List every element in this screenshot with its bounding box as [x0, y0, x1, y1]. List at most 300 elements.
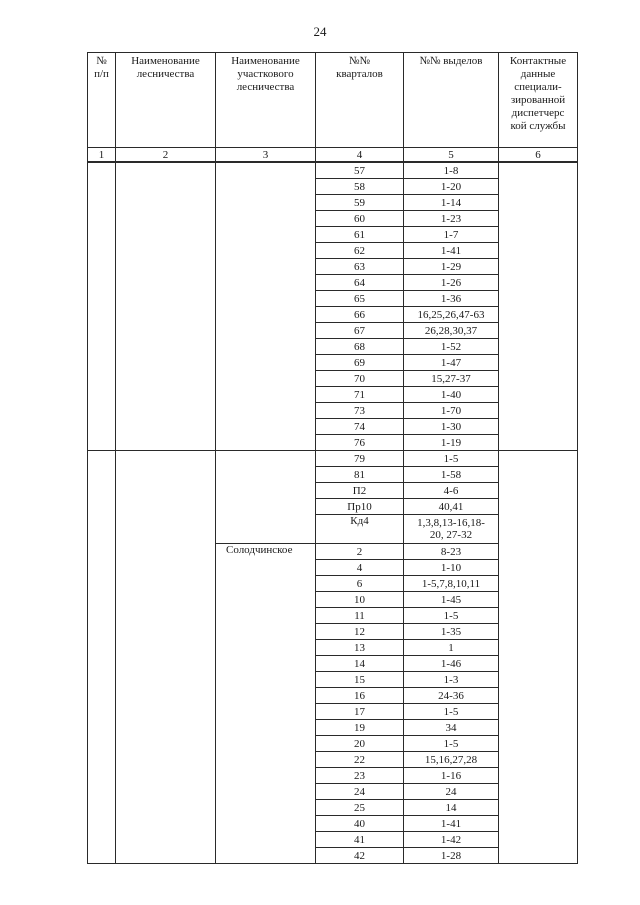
- cell-quarter: 2: [316, 544, 404, 560]
- table-row: [88, 800, 578, 816]
- cell-quarter: 42: [316, 848, 404, 864]
- column-number-row: [88, 148, 578, 163]
- cell-number: [88, 243, 116, 259]
- cell-district-forestry: [216, 515, 316, 544]
- cell-contacts: [499, 816, 578, 832]
- cell-district-forestry: [216, 560, 316, 576]
- cell-number: [88, 608, 116, 624]
- cell-sections: 34: [404, 720, 499, 736]
- cell-sections: 1-45: [404, 592, 499, 608]
- cell-contacts: [499, 640, 578, 656]
- cell-contacts: [499, 307, 578, 323]
- cell-contacts: [499, 403, 578, 419]
- cell-contacts: [499, 704, 578, 720]
- cell-quarter: 70: [316, 371, 404, 387]
- cell-contacts: [499, 592, 578, 608]
- header-district-forestry: [216, 53, 316, 148]
- cell-contacts: [499, 211, 578, 227]
- cell-contacts: [499, 499, 578, 515]
- cell-sections: 1-35: [404, 624, 499, 640]
- cell-number: [88, 179, 116, 195]
- cell-number: [88, 307, 116, 323]
- cell-contacts: [499, 355, 578, 371]
- cell-quarter: 63: [316, 259, 404, 275]
- cell-forestry: [116, 435, 216, 451]
- header-text-line: зированной: [510, 94, 566, 106]
- cell-number: [88, 162, 116, 179]
- cell-forestry: [116, 291, 216, 307]
- cell-contacts: [499, 371, 578, 387]
- cell-forestry: [116, 259, 216, 275]
- cell-quarter: 20: [316, 736, 404, 752]
- cell-quarter: 13: [316, 640, 404, 656]
- table-row: [88, 259, 578, 275]
- cell-forestry: [116, 403, 216, 419]
- cell-quarter: 76: [316, 435, 404, 451]
- cell-sections: 1-30: [404, 419, 499, 435]
- cell-number: [88, 419, 116, 435]
- cell-quarter: 79: [316, 451, 404, 467]
- cell-forestry: [116, 323, 216, 339]
- cell-number: [88, 768, 116, 784]
- cell-quarter: 6: [316, 576, 404, 592]
- table-row: [88, 419, 578, 435]
- cell-district-forestry: [216, 243, 316, 259]
- table-row: [88, 816, 578, 832]
- header-text-line: №: [96, 55, 107, 67]
- cell-district-forestry: [216, 179, 316, 195]
- cell-sections: 1-5,7,8,10,11: [404, 576, 499, 592]
- table-row: [88, 592, 578, 608]
- cell-forestry: [116, 195, 216, 211]
- cell-district-forestry: [216, 656, 316, 672]
- cell-contacts: [499, 800, 578, 816]
- cell-number: [88, 371, 116, 387]
- table-row: [88, 339, 578, 355]
- cell-forestry: [116, 451, 216, 467]
- cell-district-forestry: [216, 768, 316, 784]
- cell-sections: 1-46: [404, 656, 499, 672]
- cell-quarter: 59: [316, 195, 404, 211]
- cell-sections: 1-5: [404, 736, 499, 752]
- cell-number: [88, 736, 116, 752]
- column-number-2: 2: [116, 148, 216, 163]
- cell-number: [88, 195, 116, 211]
- cell-contacts: [499, 323, 578, 339]
- cell-contacts: [499, 576, 578, 592]
- cell-number: [88, 720, 116, 736]
- cell-number: [88, 816, 116, 832]
- table-row: [88, 355, 578, 371]
- cell-contacts: [499, 387, 578, 403]
- cell-sections: 1-7: [404, 227, 499, 243]
- header-quarters: [316, 53, 404, 148]
- cell-quarter: 73: [316, 403, 404, 419]
- cell-district-forestry: [216, 307, 316, 323]
- cell-forestry: [116, 656, 216, 672]
- header-text-line: кой службы: [510, 120, 566, 132]
- cell-contacts: [499, 624, 578, 640]
- cell-district-forestry: [216, 688, 316, 704]
- cell-quarter: 64: [316, 275, 404, 291]
- cell-forestry: [116, 592, 216, 608]
- cell-number: [88, 576, 116, 592]
- cell-contacts: [499, 515, 578, 544]
- table-row: [88, 720, 578, 736]
- cell-quarter: 10: [316, 592, 404, 608]
- cell-district-forestry: [216, 848, 316, 864]
- table-row: [88, 387, 578, 403]
- table-row: [88, 483, 578, 499]
- cell-district-forestry: [216, 800, 316, 816]
- header-number: [88, 53, 116, 148]
- header-text-line: диспетчерс: [511, 107, 565, 119]
- header-text-line: лесничества: [136, 68, 195, 80]
- cell-quarter: 22: [316, 752, 404, 768]
- cell-contacts: [499, 451, 578, 467]
- table-row: [88, 704, 578, 720]
- cell-forestry: [116, 576, 216, 592]
- cell-quarter: 57: [316, 162, 404, 179]
- cell-number: [88, 211, 116, 227]
- cell-contacts: [499, 243, 578, 259]
- cell-contacts: [499, 179, 578, 195]
- cell-sections: 1-42: [404, 832, 499, 848]
- cell-district-forestry: [216, 162, 316, 179]
- cell-forestry: [116, 640, 216, 656]
- cell-contacts: [499, 195, 578, 211]
- cell-contacts: [499, 467, 578, 483]
- cell-sections: 1-3: [404, 672, 499, 688]
- table-row: [88, 227, 578, 243]
- cell-sections: 1-28: [404, 848, 499, 864]
- cell-district-forestry: [216, 592, 316, 608]
- cell-number: [88, 752, 116, 768]
- cell-contacts: [499, 784, 578, 800]
- cell-district-forestry: [216, 672, 316, 688]
- cell-forestry: [116, 736, 216, 752]
- cell-district-forestry: [216, 499, 316, 515]
- cell-quarter: 4: [316, 560, 404, 576]
- cell-quarter: 68: [316, 339, 404, 355]
- cell-number: [88, 387, 116, 403]
- cell-sections: 1-8: [404, 162, 499, 179]
- cell-forestry: [116, 371, 216, 387]
- cell-forestry: [116, 515, 216, 544]
- header-forestry: [116, 53, 216, 148]
- cell-quarter: 62: [316, 243, 404, 259]
- cell-district-forestry: [216, 832, 316, 848]
- cell-district-forestry: [216, 576, 316, 592]
- cell-contacts: [499, 752, 578, 768]
- header-text-line: данные: [520, 68, 556, 80]
- table-row: [88, 403, 578, 419]
- cell-sections: 1-41: [404, 243, 499, 259]
- cell-quarter: 69: [316, 355, 404, 371]
- header-text-line: лесничества: [236, 81, 295, 93]
- cell-contacts: [499, 275, 578, 291]
- cell-sections: 1-19: [404, 435, 499, 451]
- cell-sections: 1-20: [404, 179, 499, 195]
- cell-quarter: 19: [316, 720, 404, 736]
- cell-forestry: [116, 800, 216, 816]
- table-row: [88, 499, 578, 515]
- table-row: [88, 435, 578, 451]
- table-row: [88, 560, 578, 576]
- cell-district-forestry: [216, 720, 316, 736]
- cell-district-forestry: [216, 387, 316, 403]
- cell-forestry: [116, 848, 216, 864]
- cell-quarter: 23: [316, 768, 404, 784]
- cell-sections: 1: [404, 640, 499, 656]
- cell-number: [88, 227, 116, 243]
- table-row: [88, 467, 578, 483]
- cell-sections: 1-14: [404, 195, 499, 211]
- header-text-line: №№: [349, 55, 370, 67]
- cell-sections: 24-36: [404, 688, 499, 704]
- cell-contacts: [499, 848, 578, 864]
- cell-sections: 1-36: [404, 291, 499, 307]
- table-container: [87, 52, 577, 864]
- table-row: [88, 291, 578, 307]
- cell-sections: 1-26: [404, 275, 499, 291]
- cell-number: [88, 592, 116, 608]
- table-row: [88, 371, 578, 387]
- table-row: [88, 323, 578, 339]
- table-row: [88, 848, 578, 864]
- cell-quarter: 58: [316, 179, 404, 195]
- cell-quarter: 65: [316, 291, 404, 307]
- column-number-5: 5: [404, 148, 499, 163]
- cell-district-forestry: [216, 259, 316, 275]
- header-text-line: Наименование: [131, 55, 200, 67]
- table-row: [88, 275, 578, 291]
- cell-number: [88, 560, 116, 576]
- header-text-line: п/п: [94, 68, 109, 80]
- cell-district-forestry: [216, 784, 316, 800]
- cell-number: [88, 800, 116, 816]
- cell-number: [88, 624, 116, 640]
- cell-quarter: 60: [316, 211, 404, 227]
- cell-quarter: 14: [316, 656, 404, 672]
- cell-contacts: [499, 544, 578, 560]
- table-row: [88, 688, 578, 704]
- cell-forestry: [116, 179, 216, 195]
- cell-forestry: [116, 227, 216, 243]
- cell-contacts: [499, 720, 578, 736]
- cell-contacts: [499, 162, 578, 179]
- cell-contacts: [499, 435, 578, 451]
- cell-forestry: [116, 483, 216, 499]
- cell-contacts: [499, 672, 578, 688]
- cell-district-forestry: [216, 355, 316, 371]
- cell-district-forestry: [216, 291, 316, 307]
- cell-forestry: [116, 832, 216, 848]
- cell-contacts: [499, 736, 578, 752]
- cell-sections: 1-52: [404, 339, 499, 355]
- cell-number: [88, 435, 116, 451]
- forestry-table: [87, 52, 578, 864]
- cell-contacts: [499, 291, 578, 307]
- header-text-line: Контактные: [509, 55, 567, 67]
- cell-forestry: [116, 816, 216, 832]
- cell-sections: 1,3,8,13-16,18- 20, 27-32: [404, 515, 499, 544]
- cell-quarter: 11: [316, 608, 404, 624]
- cell-contacts: [499, 419, 578, 435]
- cell-forestry: [116, 339, 216, 355]
- table-row: [88, 784, 578, 800]
- header-text-line: участкового: [237, 68, 294, 80]
- cell-sections: 1-29: [404, 259, 499, 275]
- table-row: [88, 211, 578, 227]
- cell-quarter: 71: [316, 387, 404, 403]
- cell-sections: 8-23: [404, 544, 499, 560]
- cell-sections: 1-41: [404, 816, 499, 832]
- cell-forestry: [116, 784, 216, 800]
- table-row: [88, 640, 578, 656]
- cell-sections: 1-58: [404, 467, 499, 483]
- cell-forestry: [116, 768, 216, 784]
- table-row: [88, 451, 578, 467]
- cell-district-forestry: [216, 483, 316, 499]
- cell-district-forestry: [216, 403, 316, 419]
- cell-district-forestry: [216, 608, 316, 624]
- cell-district-forestry: [216, 467, 316, 483]
- cell-district-forestry: Солодчинское: [216, 544, 316, 560]
- cell-quarter: 74: [316, 419, 404, 435]
- cell-quarter: Кд4: [316, 515, 404, 544]
- cell-district-forestry: [216, 736, 316, 752]
- cell-quarter: 25: [316, 800, 404, 816]
- cell-sections: 1-70: [404, 403, 499, 419]
- cell-contacts: [499, 227, 578, 243]
- table-row: [88, 179, 578, 195]
- cell-sections: 1-40: [404, 387, 499, 403]
- cell-number: [88, 403, 116, 419]
- table-row: [88, 672, 578, 688]
- cell-forestry: [116, 672, 216, 688]
- cell-forestry: [116, 467, 216, 483]
- cell-number: [88, 339, 116, 355]
- cell-number: [88, 275, 116, 291]
- cell-forestry: [116, 624, 216, 640]
- cell-quarter: П2: [316, 483, 404, 499]
- cell-number: [88, 832, 116, 848]
- cell-sections: 1-16: [404, 768, 499, 784]
- cell-district-forestry: [216, 624, 316, 640]
- cell-contacts: [499, 339, 578, 355]
- cell-district-forestry: [216, 704, 316, 720]
- cell-number: [88, 355, 116, 371]
- cell-sections: 16,25,26,47-63: [404, 307, 499, 323]
- cell-quarter: Пр10: [316, 499, 404, 515]
- cell-number: [88, 688, 116, 704]
- cell-quarter: 16: [316, 688, 404, 704]
- table-row: [88, 608, 578, 624]
- cell-quarter: 24: [316, 784, 404, 800]
- cell-number: [88, 544, 116, 560]
- cell-quarter: 81: [316, 467, 404, 483]
- cell-district-forestry: [216, 451, 316, 467]
- table-row: [88, 307, 578, 323]
- cell-contacts: [499, 259, 578, 275]
- cell-number: [88, 656, 116, 672]
- cell-forestry: [116, 752, 216, 768]
- cell-number: [88, 483, 116, 499]
- table-row: [88, 736, 578, 752]
- header-text-line: кварталов: [336, 68, 383, 80]
- cell-quarter: 12: [316, 624, 404, 640]
- cell-district-forestry: [216, 371, 316, 387]
- table-row: [88, 162, 578, 179]
- cell-sections: 40,41: [404, 499, 499, 515]
- cell-forestry: [116, 307, 216, 323]
- cell-sections: 1-5: [404, 451, 499, 467]
- header-text-line: специали-: [514, 81, 562, 93]
- cell-forestry: [116, 419, 216, 435]
- cell-number: [88, 467, 116, 483]
- table-row: [88, 624, 578, 640]
- cell-quarter: 40: [316, 816, 404, 832]
- cell-district-forestry: [216, 419, 316, 435]
- cell-district-forestry: [216, 339, 316, 355]
- cell-district-forestry: [216, 752, 316, 768]
- cell-forestry: [116, 275, 216, 291]
- column-number-4: 4: [316, 148, 404, 163]
- cell-number: [88, 259, 116, 275]
- column-number-1: 1: [88, 148, 116, 163]
- cell-number: [88, 704, 116, 720]
- cell-contacts: [499, 768, 578, 784]
- cell-forestry: [116, 544, 216, 560]
- cell-contacts: [499, 608, 578, 624]
- cell-forestry: [116, 560, 216, 576]
- header-contacts: [499, 53, 578, 148]
- table-row: [88, 544, 578, 560]
- table-row: [88, 243, 578, 259]
- cell-number: [88, 640, 116, 656]
- cell-contacts: [499, 483, 578, 499]
- table-row: [88, 195, 578, 211]
- cell-forestry: [116, 499, 216, 515]
- cell-district-forestry: [216, 227, 316, 243]
- cell-quarter: 67: [316, 323, 404, 339]
- cell-contacts: [499, 688, 578, 704]
- cell-contacts: [499, 656, 578, 672]
- table-row: [88, 752, 578, 768]
- cell-forestry: [116, 387, 216, 403]
- cell-number: [88, 848, 116, 864]
- cell-number: [88, 515, 116, 544]
- cell-sections: 1-23: [404, 211, 499, 227]
- cell-number: [88, 451, 116, 467]
- cell-forestry: [116, 162, 216, 179]
- cell-quarter: 17: [316, 704, 404, 720]
- cell-quarter: 41: [316, 832, 404, 848]
- cell-number: [88, 672, 116, 688]
- column-number-6: 6: [499, 148, 578, 163]
- cell-forestry: [116, 243, 216, 259]
- cell-district-forestry: [216, 195, 316, 211]
- cell-forestry: [116, 355, 216, 371]
- header-text-line: Наименование: [231, 55, 300, 67]
- cell-forestry: [116, 688, 216, 704]
- table-row: [88, 576, 578, 592]
- table-row: [88, 656, 578, 672]
- cell-district-forestry: [216, 275, 316, 291]
- cell-sections: 15,27-37: [404, 371, 499, 387]
- cell-number: [88, 499, 116, 515]
